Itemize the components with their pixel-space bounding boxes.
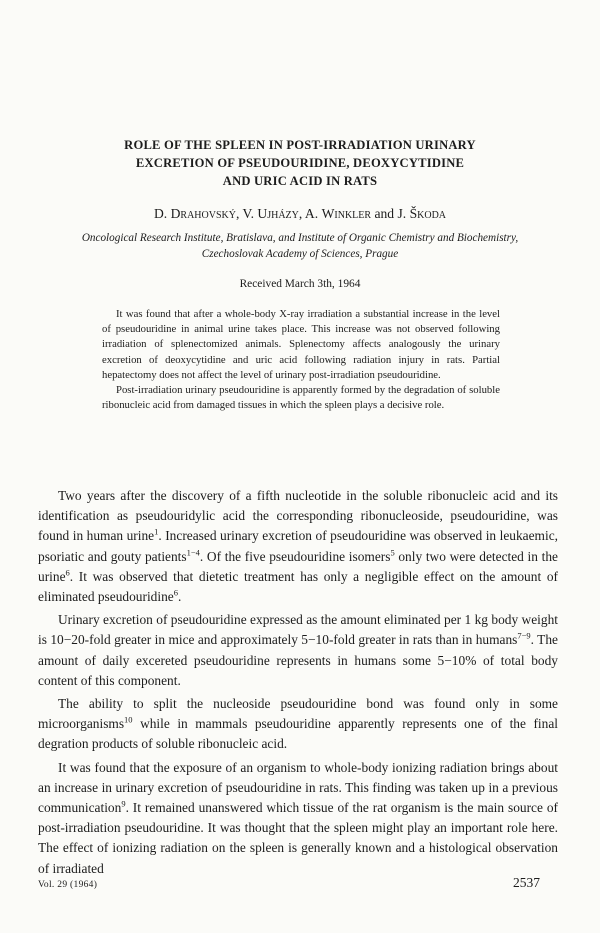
author-separator-2: , A. (298, 206, 322, 221)
text-run: Urinary excretion of pseudouridine expressed as the amount eliminated per 1 kg body weight is 10−20-fold greater in mice and approximately 5−10-fold greater in rats than in humans (38, 612, 558, 648)
page-number: 2537 (513, 875, 540, 890)
author-2-name: Ujházy (257, 206, 299, 221)
title-line-3: AND URIC ACID IN RATS (222, 174, 378, 188)
text-run: . It was observed that dietetic treatment has only a negligible effect on the amount of eliminated pseudouridine (38, 568, 558, 605)
text-run: . The amount of daily excereted pseudouridine represents in humans some 5−10% of total body content of this component. (38, 632, 558, 688)
text-run: while in mammals pseudouridine apparently represents one of the final degration products of soluble ribonucleic acid. (38, 716, 558, 752)
body-paragraph-3 (38, 694, 558, 755)
author-1-name: Drahovský (170, 206, 236, 221)
title-line-2: EXCRETION OF PSEUDOURIDINE, DEOXYCYTIDINE (135, 156, 465, 170)
article-title (40, 136, 560, 190)
author-3-name: Winkler (321, 206, 372, 221)
abstract (102, 307, 500, 413)
citation-ref: 5 (390, 547, 395, 558)
body-paragraph-4 (38, 758, 558, 879)
text-run: only two were detected in the urine (38, 548, 558, 584)
text-run: It was found that the exposure of an organism to whole-body ionizing radiation brings about an increase in urinary excretion of pseudouridine in rats. This finding was taken up in a previous communication (38, 759, 558, 816)
text-run: . Of the five pseudouridine isomers (199, 548, 391, 564)
author-1-initial: D. (153, 206, 171, 221)
text-run: The ability to split the nucleoside pseudouridine bond was found only in some microorganisms (38, 696, 558, 732)
text-run: Two years after the discovery of a fifth nucleotide in the soluble ribonucleic acid and its identification as pseudouridylic acid the corresponding ribonucleoside, pseudouridine, was found in human urine (38, 488, 558, 544)
author-separator-1: , V. (235, 206, 258, 221)
text-run: . It remained unanswered which tissue of the rat organism is the main source of post-irradiation pseudouridine. It was thought that the spleen might play an important role here. The effect of ionizing radiation on the spleen is generally known and a histological observation of irradiated (38, 800, 558, 876)
author-list (20, 206, 580, 222)
body-paragraph-2 (38, 610, 558, 691)
affiliation-line-2: Czechoslovak Academy of Sciences, Prague (201, 248, 399, 260)
citation-ref: 1−4 (186, 547, 200, 558)
citation-ref: 9 (121, 798, 126, 809)
abstract-paragraph-2: Post-irradiation urinary pseudouridine is apparently formed by the degradation of soluble ribonucleic acid from damaged tissues in which the spleen plays a decisive role. (102, 384, 500, 412)
body-paragraph-1 (38, 486, 558, 607)
citation-ref: 6 (173, 587, 178, 598)
title-line-1: ROLE OF THE SPLEEN IN POST-IRRADIATION URINARY (124, 138, 476, 152)
received-date: Received March 3th, 1964 (239, 278, 361, 290)
author-separator-3: and J. (371, 206, 410, 221)
abstract-paragraph-1: It was found that after a whole-body X-ray irradiation a substantial increase in the level of pseudouridine in animal urine takes place. This increase was not observed following irradiation of splenectomized animals. Splenectomy affects analogously the urinary excretion of deoxycytidine and uric acid following radiation injury in rats. Partial hepatectomy does not affect the level of urinary post-irradiation pseudouridine. (102, 308, 500, 381)
affiliation (16, 230, 584, 262)
text-run: . (177, 589, 182, 605)
citation-ref: 1 (154, 526, 159, 537)
journal-volume: Vol. 29 (1964) (38, 880, 98, 890)
citation-ref: 10 (124, 714, 133, 725)
body-text (38, 486, 558, 879)
affiliation-line-1: Oncological Research Institute, Bratislava, and Institute of Organic Chemistry and Biochemistry, (81, 232, 519, 244)
citation-ref: 6 (65, 567, 70, 578)
text-run: . Increased urinary excretion of pseudouridine was observed in leukaemic, psoriatic and gouty patients (38, 528, 558, 564)
author-4-name: Škoda (409, 206, 447, 221)
citation-ref: 7−9 (517, 630, 531, 641)
